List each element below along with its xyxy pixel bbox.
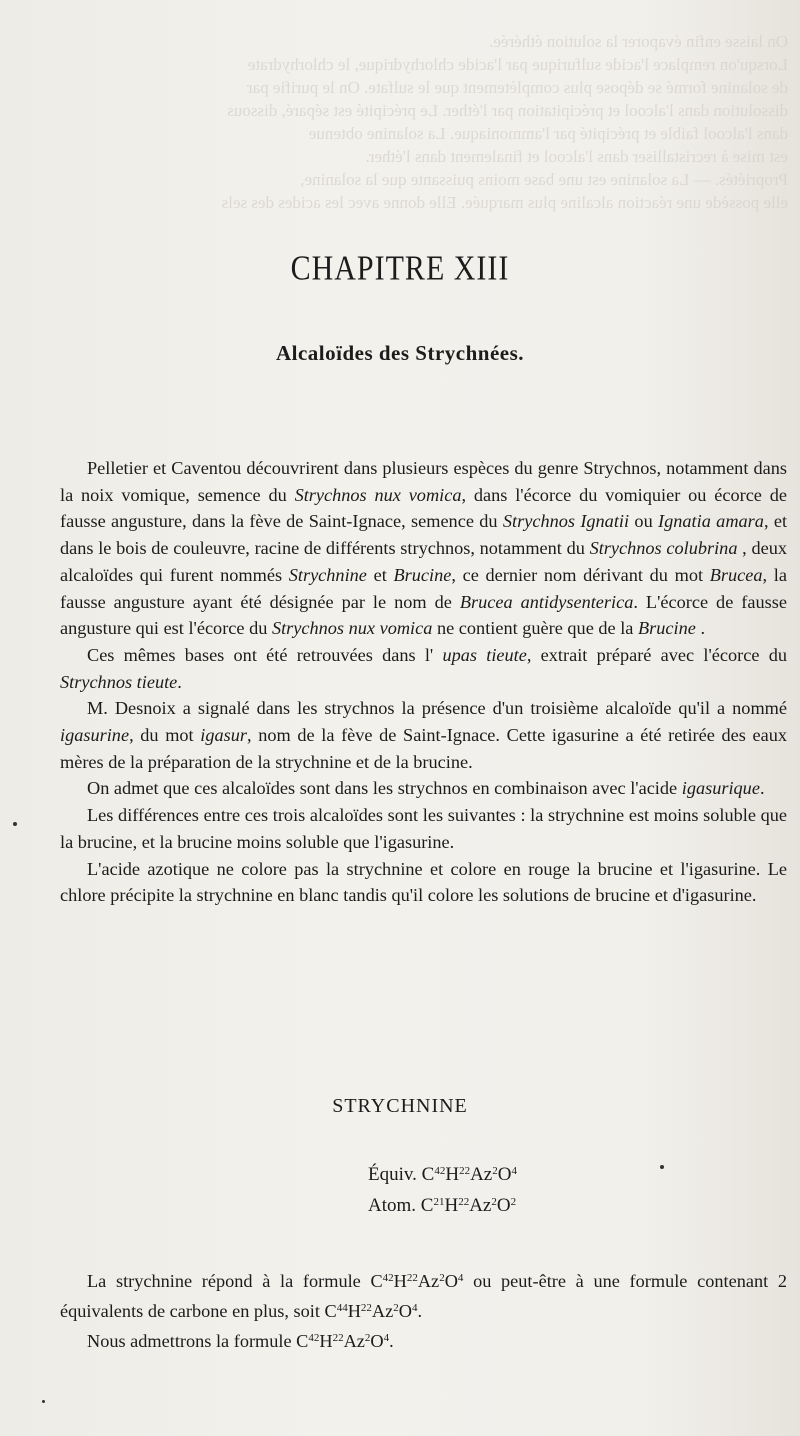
paragraph-3: M. Desnoix a signalé dans les strychnos la présence d'un troisième alcaloïde qu'il a nommé igasurine, du mot igasur, nom de la fève de Saint-Ignace. Cette igasurine a été retirée des eaux mères de la préparation de la strychnine et de la brucine. [60, 698, 787, 772]
formula-atom: Atom. $C^{21}H^{22}Az^2O^2$ [368, 1195, 517, 1216]
formula-equiv: Équiv. $C^{42}H^{22}Az^2O^4$ [368, 1164, 517, 1185]
main-text [60, 455, 787, 909]
strychnine-heading: STRYCHNINE [332, 1095, 468, 1117]
paragraph-4: On admet que ces alcaloïdes sont dans les strychnos en combinaison avec l'acide igasurique. [87, 778, 765, 799]
paragraph-8: Nous admettrons la formule $C^{42}H^{22}Az^2O^4$. [87, 1331, 394, 1351]
paragraph-6: L'acide azotique ne colore pas la strychnine et colore en rouge la brucine et l'igasurine. Le chlore précipite la strychnine en blanc tandis qu'il colore les solutions de brucine et d'igasurine. [60, 858, 787, 906]
paragraph-1: Pelletier et Caventou découvrirent dans plusieurs espèces du genre Strychnos, notamment dans la noix vomique, semence du Strychnos nux vomica, dans l'écorce du vomiquier ou écorce de fausse angusture, dans la fève de Saint-Ignace, semence du Strychnos Ignatii ou Ignatia amara, et dans le bois de couleuvre, racine de différents strychnos, notamment du Strychnos colubrina , deux alcaloïdes qui furent nommés Strychnine et Brucine, ce dernier nom dérivant du mot Brucea, la fausse angusture ayant été désignée par le nom de Brucea antidysenterica. L'écorce de fausse angusture qui est l'écorce du Strychnos nux vomica ne contient guère que de la Brucine . [60, 458, 788, 639]
speck [660, 1165, 664, 1169]
section-title: Alcaloïdes des Strychnées. [275, 341, 525, 365]
chapter-heading: CHAPITRE XIII [290, 249, 510, 288]
paragraph-2: Ces mêmes bases ont été retrouvées dans l' upas tieute, extrait préparé avec l'écorce du Strychnos tieute. [60, 644, 787, 692]
speck [13, 822, 17, 826]
closing-text [60, 1265, 787, 1355]
paragraph-5: Les différences entre ces trois alcaloïdes sont les suivantes : la strychnine est moins soluble que la brucine, et la brucine moins soluble que l'igasurine. [60, 805, 787, 852]
speck [42, 1400, 45, 1403]
paragraph-7: La strychnine répond à la formule $C^{42}H^{22}Az^2O^4$ ou peut-être à une formule contenant 2 équivalents de carbone en plus, soit $C^{44}H^{22}Az^2O^4$. [60, 1271, 787, 1321]
bleed-through-text: On laisse enfin évaporer la solution éthérée. Lorsqu'on remplace l'acide sulfurique par l'acide chlorhydrique, le chlorhydrate de solanine formé se dépose plus complètement que le sulfate. On le purifie par dissolution dans l'alcool et précipitation par l'éther. Le précipité est séparé, dissous dans l'alcool faible et précipité par l'ammoniaque. La solanine obtenue est mise à recristalliser dans l'alcool et finalement dans l'éther. Propriétés. — La solanine est une base moins puissante que la solanine, elle possède une réaction alcaline plus marquée. Elle donne avec les acides des sels [221, 32, 788, 212]
